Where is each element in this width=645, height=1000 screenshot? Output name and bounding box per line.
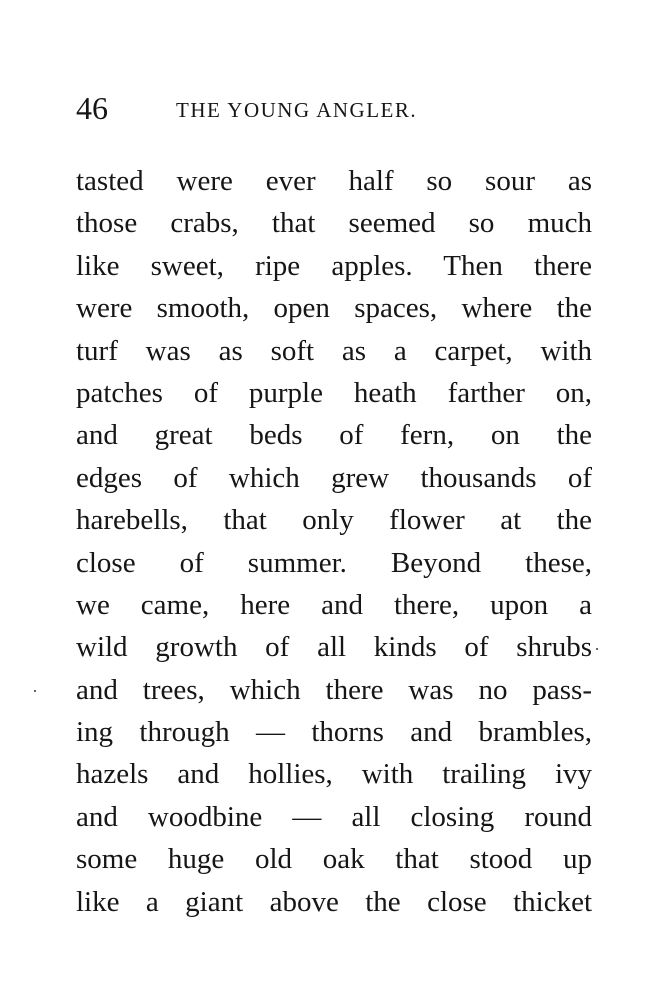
text-line: those crabs, that seemed so much [76, 207, 592, 240]
text-line: harebells, that only flower at the [76, 504, 592, 537]
text-line: tasted were ever half so sour as [76, 165, 592, 197]
running-title: THE YOUNG ANGLER. [176, 98, 418, 122]
body-text [76, 160, 592, 923]
text-line: and great beds of fern, on the [76, 419, 592, 452]
text-line: close of summer. Beyond these, [76, 546, 592, 579]
page-header [76, 88, 596, 128]
text-line: wild growth of all kinds of shrubs [76, 631, 592, 664]
text-line: and woodbine — all closing round [76, 800, 592, 833]
print-speck [596, 648, 598, 650]
print-speck [34, 690, 36, 692]
text-line: like sweet, ripe apples. Then there [76, 249, 592, 282]
text-line: turf was as soft as a carpet, with [76, 334, 592, 367]
text-line: and trees, which there was no pass- [76, 673, 592, 706]
text-line: like a giant above the close thicket [76, 885, 592, 918]
text-line: edges of which grew thousands of [76, 461, 592, 494]
page-number: 46 [76, 90, 108, 126]
text-line: were smooth, open spaces, where the [76, 292, 592, 325]
text-line: patches of purple heath farther on, [76, 376, 592, 409]
text-line: hazels and hollies, with trailing ivy [76, 758, 592, 791]
text-line: we came, here and there, upon a [76, 588, 592, 621]
text-line: ing through — thorns and brambles, [76, 716, 592, 749]
text-line: some huge old oak that stood up [76, 843, 592, 876]
